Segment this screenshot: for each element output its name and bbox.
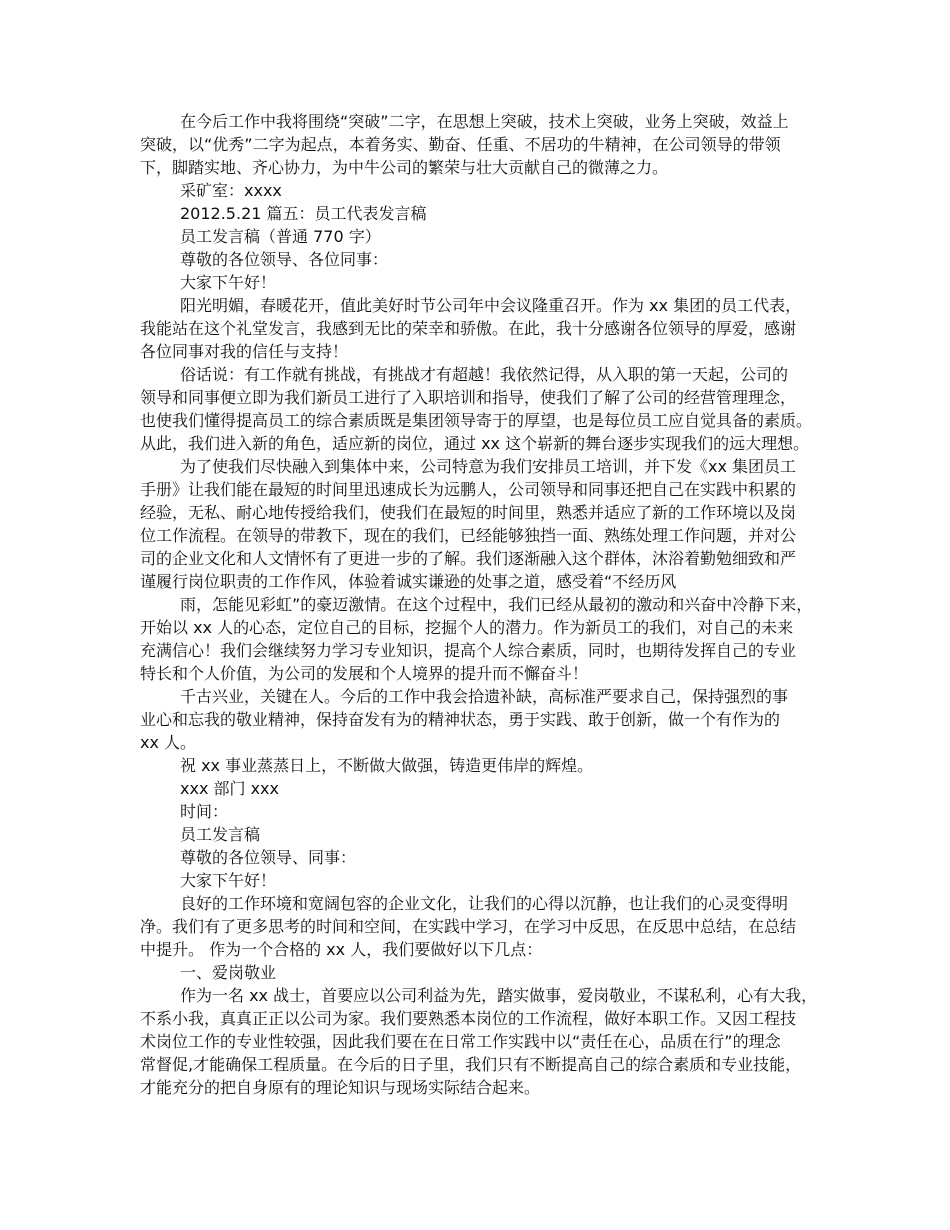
text-line: 为了使我们尽快融入到集体中来，公司特意为我们安排员工培训，并下发《xx 集团员工 bbox=[180, 457, 797, 476]
text-line: 大家下午好！ bbox=[180, 871, 277, 890]
text-line: 谨履行岗位职责的工作作风，体验着诚实谦逊的处事之道，感受着“不经历风 bbox=[140, 572, 677, 591]
text-line: 千古兴业，关键在人。今后的工作中我会拾遗补缺，高标准严要求自己，保持强烈的事 bbox=[180, 687, 789, 706]
text-line: 业心和忘我的敬业精神，保持奋发有为的精神状态，勇于实践、敢于创新，做一个有作为的 bbox=[140, 710, 781, 729]
text-line: 才能充分的把自身原有的理论知识与现场实际结合起来。 bbox=[140, 1078, 541, 1097]
text-line: 员工发言稿（普通 770 字） bbox=[180, 227, 381, 246]
text-line: 时间： bbox=[180, 802, 229, 821]
text-line: 突破，以“优秀”二字为起点，本着务实、勤奋、任重、不居功的牛精神，在公司领导的带领 bbox=[140, 135, 781, 154]
text-line: 尊敬的各位领导、各位同事： bbox=[180, 250, 389, 269]
text-line: 阳光明媚，春暖花开，值此美好时节公司年中会议隆重召开。作为 xx 集团的员工代表， bbox=[180, 296, 802, 315]
text-line: 中提升。 作为一个合格的 xx 人，我们要做好以下几点： bbox=[140, 940, 543, 959]
text-line: 充满信心！我们会继续努力学习专业知识，提高个人综合素质，同时，也期待发挥自己的专业 bbox=[140, 641, 797, 660]
text-line: xx 人。 bbox=[140, 733, 197, 752]
text-line: 俗话说：有工作就有挑战，有挑战才有超越！我依然记得，从入职的第一天起，公司的 bbox=[180, 365, 789, 384]
text-line: 作为一名 xx 战士，首要应以公司利益为先，踏实做事，爱岗敬业，不谋私利，心有大我， bbox=[180, 986, 818, 1005]
text-line: 下，脚踏实地、齐心协力，为中牛公司的繁荣与壮大贡献自己的微薄之力。 bbox=[140, 158, 669, 177]
text-line: 特长和个人价值，为公司的发展和个人境界的提升而不懈奋斗！ bbox=[140, 664, 589, 683]
text-line: 尊敬的各位领导、同事： bbox=[180, 848, 357, 867]
text-line: 常督促,才能确保工程质量。在今后的日子里，我们只有不断提高自己的综合素质和专业技能， bbox=[140, 1055, 802, 1074]
text-line: 位工作流程。在领导的带教下，现在的我们，已经能够独挡一面、熟练处理工作问题，并对公 bbox=[140, 526, 797, 545]
text-line: 在今后工作中我将围绕“突破”二字，在思想上突破，技术上突破，业务上突破，效益上 bbox=[180, 112, 789, 131]
text-line: 大家下午好！ bbox=[180, 273, 277, 292]
text-line: xxx 部门 xxx bbox=[180, 779, 279, 798]
document-body bbox=[140, 110, 820, 1099]
text-line: 各位同事对我的信任与支持！ bbox=[140, 342, 349, 361]
text-line: 司的企业文化和人文情怀有了更进一步的了解。我们逐渐融入这个群体，沐浴着勤勉细致和严 bbox=[140, 549, 797, 568]
text-line: 良好的工作环境和宽阔包容的企业文化，让我们的心得以沉静，也让我们的心灵变得明 bbox=[180, 894, 789, 913]
text-line: 从此，我们进入新的角色，适应新的岗位，通过 xx 这个崭新的舞台逐步实现我们的远大理想。 bbox=[140, 434, 810, 453]
text-line: 不系小我，真真正正以公司为家。我们要熟悉本岗位的工作流程，做好本职工作。又因工程技 bbox=[140, 1009, 797, 1028]
text-line: 开始以 xx 人的心态，定位自己的目标，挖掘个人的潜力。作为新员工的我们，对自己的未来 bbox=[140, 618, 794, 637]
text-line: 一、爱岗敬业 bbox=[180, 963, 277, 982]
text-line: 我能站在这个礼堂发言，我感到无比的荣幸和骄傲。在此，我十分感谢各位领导的厚爱，感谢 bbox=[140, 319, 797, 338]
text-line: 手册》让我们能在最短的时间里迅速成长为远鹏人，公司领导和同事还把自己在实践中积累的 bbox=[140, 480, 797, 499]
text-line: 也使我们懂得提高员工的综合素质既是集团领导寄于的厚望，也是每位员工应自觉具备的素质。 bbox=[140, 411, 813, 430]
text-line: 2012.5.21 篇五：员工代表发言稿 bbox=[180, 204, 427, 223]
text-line: 经验，无私、耐心地传授给我们，使我们在最短的时间里，熟悉并适应了新的工作环境以及岗 bbox=[140, 503, 797, 522]
text-line: 祝 xx 事业蒸蒸日上，不断做大做强，铸造更伟岸的辉煌。 bbox=[180, 756, 594, 775]
text-line: 员工发言稿 bbox=[180, 825, 261, 844]
text-line: 净。我们有了更多思考的时间和空间，在实践中学习，在学习中反思，在反思中总结，在总结 bbox=[140, 917, 797, 936]
text-line: 领导和同事便立即为我们新员工进行了入职培训和指导，使我们了解了公司的经营管理理念， bbox=[140, 388, 797, 407]
text-line: 术岗位工作的专业性较强，因此我们要在在日常工作实践中以“责任在心，品质在行”的理念 bbox=[140, 1032, 781, 1051]
text-line: 采矿室：xxxx bbox=[180, 181, 282, 200]
text-line: 雨，怎能见彩虹”的豪迈激情。在这个过程中，我们已经从最初的激动和兴奋中冷静下来， bbox=[180, 595, 813, 614]
